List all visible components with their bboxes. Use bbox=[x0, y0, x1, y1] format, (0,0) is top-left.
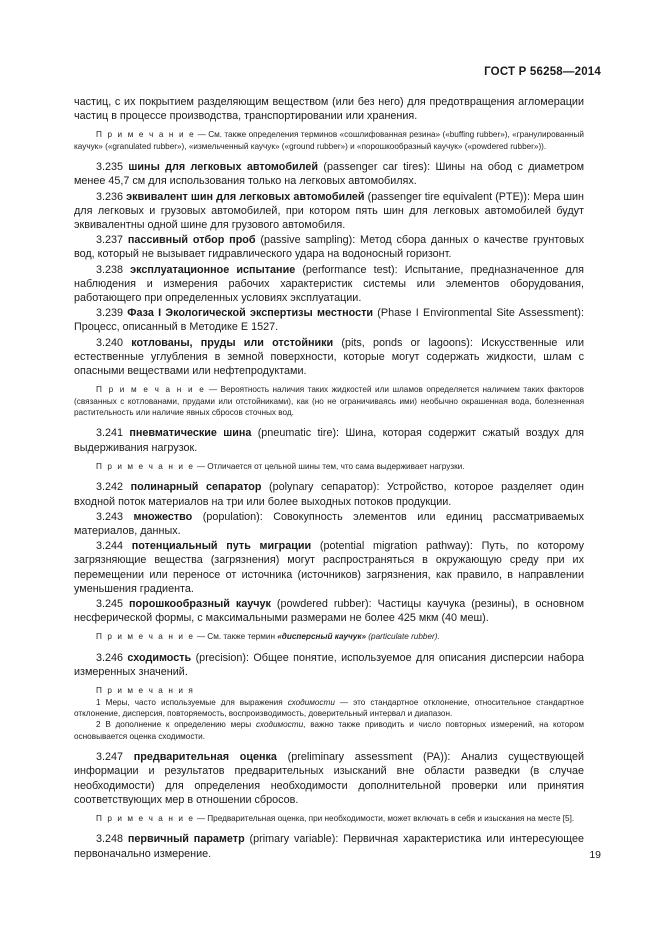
intro-paragraph: частиц, с их покрытием разделяющим веществом (или без него) для предотвращения агломерации частиц в процессе производства, транспортировании или хранения. bbox=[74, 96, 584, 123]
term-name: котлованы, пруды или отстойники bbox=[131, 336, 334, 349]
note-label: П р и м е ч а н и е bbox=[96, 385, 206, 395]
note-item: 1 Меры, часто используемые для выражения сходимости — это стандартное отклонение, относительное стандартное отклонение, дисперсия, повторяемость, воспроизводимость, доверительный интервал и диапазон. bbox=[74, 697, 584, 718]
note-text: — Предварительная оценка, при необходимости, может включать в себя и изыскания на месте [5]. bbox=[194, 813, 575, 823]
entries-group-b bbox=[74, 480, 584, 625]
entries-group-a bbox=[74, 160, 584, 378]
term-name: потенциальный путь миграции bbox=[131, 540, 312, 553]
note-item: 2 В дополнение к определению меры сходимости, важно также приводить и число повторных измерений, на котором основывается оценка сходимости. bbox=[74, 720, 584, 741]
term-entry-3-239: 3.239 Фаза I Экологической экспертизы местности (Phase I Environmental Site Assessment): Процесс, описанный в Методике Е 1527. bbox=[74, 307, 584, 334]
term-entry-3-237: 3.237 пассивный отбор проб (passive sampling): Метод сбора данных о качестве грунтовых вод, который не вызывает гидравлического удара на водоносный горизонт. bbox=[74, 234, 585, 261]
term-name: пассивный отбор проб bbox=[127, 234, 256, 247]
term-name: множество bbox=[133, 510, 193, 523]
term-entry-3-244: 3.244 потенциальный путь миграции (potential migration pathway): Путь, по которому загрязняющие вещества (загрязнения) могут распространяться в окружающую среду при их перемещении или переносе от источника (источников) загрязнения, как правило, в направлении уменьшения градиента. bbox=[74, 540, 584, 595]
note-3-240 bbox=[74, 384, 584, 418]
note-label: П р и м е ч а н и е bbox=[96, 813, 195, 823]
note-text: — См. также определения терминов «сошлифованная резина» («buffing rubber»), «гранулированный каучук» («granulated rubber»), «измельченный каучук» («ground rubber») и «порошкообразный каучук» («powdered rubber»)). bbox=[74, 130, 584, 151]
term-name: Фаза I Экологической экспертизы местности bbox=[127, 307, 374, 320]
term-name: предварительная оценка bbox=[133, 751, 277, 764]
note-text: — Вероятность наличия таких жидкостей или шламов определяется наличием таких факторов (связанных с котлованами, прудами или отстойниками), как (но не ограничиваясь ими) необычно окрашенная вода, болезненная растительность или наличие явных сбросов сточных вод. bbox=[74, 385, 584, 418]
term-name: сходимость bbox=[127, 651, 192, 664]
term-entry-3-247: 3.247 предварительная оценка (preliminary assessment (PA)): Анализ существующей информации и результатов предварительных изысканий вне области разведки (в случае необходимости) для определения необходимости дополнительной проверки или принятия соответствующих мер в отношении сбросов. bbox=[74, 751, 584, 806]
term-entry-3-238: 3.238 эксплуатационное испытание (performance test): Испытание, предназначенное для наблюдения и измерения рабочих характеристик системы или элементов оборудования, работающего при определенных условиях эксплуатации. bbox=[74, 263, 584, 305]
note-3-241 bbox=[74, 461, 584, 472]
note-text: — Отличается от цельной шины тем, что сама выдерживает нагрузки. bbox=[194, 461, 465, 471]
document-body bbox=[74, 95, 584, 862]
term-entry-3-240: 3.240 котлованы, пруды или отстойники (pits, ponds or lagoons): Искусственные или естественные углубления в земной поверхности, которые могут содержать жидкости, шлам с опасными веществами или нефтепродуктами. bbox=[74, 336, 584, 378]
notes-3-246-list bbox=[74, 697, 584, 743]
cross-reference: «дисперсный каучук» bbox=[277, 632, 367, 642]
note-3-247 bbox=[74, 813, 584, 824]
term-entry-3-246: 3.246 сходимость (precision): Общее понятие, используемое для описания дисперсии набора измеренных значений. bbox=[74, 651, 585, 678]
term-name: шины для легковых автомобилей bbox=[128, 161, 319, 174]
term-name: эксплуатационное испытание bbox=[130, 263, 296, 276]
note-3-245: П р и м е ч а н и е — См. также термин «дисперсный каучук» (particulate rubber). bbox=[96, 632, 440, 642]
term-entry-3-236: 3.236 эквивалент шин для легковых автомобилей (passenger tire equivalent (PTE)): Мера шин для легковых и грузовых автомобилей, при котором пять шин для легковых автомобилей будут эквивалентны одной шине для грузового автомобиля. bbox=[74, 190, 584, 232]
note-intro bbox=[74, 129, 584, 152]
term-entry-3-245: 3.245 порошкообразный каучук (powdered rubber): Частицы каучука (резины), в основном несферической формы, с максимальными размерами не более 425 мкм (40 меш). bbox=[74, 597, 584, 625]
term-name: порошкообразный каучук bbox=[128, 597, 271, 610]
term-entry-3-248: 3.248 первичный параметр (primary variable): Первичная характеристика или интересующее первоначально измерение. bbox=[74, 833, 585, 860]
term-name: полинарный сепаратор bbox=[130, 481, 262, 494]
note-label: П р и м е ч а н и е bbox=[96, 461, 195, 471]
term-entry-3-242: 3.242 полинарный сепаратор (polynary сепаратор): Устройство, которое разделяет один входной поток материалов на три или более выходных потоков продукции. bbox=[74, 481, 584, 508]
notes-3-246-label: П р и м е ч а н и я bbox=[96, 686, 195, 696]
term-entry-3-241: 3.241 пневматические шина (pneumatic tire): Шина, которая содержит сжатый воздух для выдерживания нагрузок. bbox=[74, 427, 584, 454]
term-entry-3-243: 3.243 множество (population): Совокупность элементов или единиц рассматриваемых материалов, данных. bbox=[74, 510, 585, 537]
note-label: П р и м е ч а н и е bbox=[96, 130, 196, 140]
note-label: П р и м е ч а н и е bbox=[96, 632, 195, 642]
page-number: 19 bbox=[589, 849, 601, 861]
term-name: пневматические шина bbox=[129, 427, 252, 440]
document-header: ГОСТ Р 56258—2014 bbox=[484, 66, 601, 78]
term-name: эквивалент шин для легковых автомобилей bbox=[126, 190, 365, 203]
term-entry-3-235: 3.235 шины для легковых автомобилей (passenger car tires): Шины на обод с диаметром менее 45,7 см для использования только на легковых автомобилях. bbox=[74, 161, 585, 188]
term-name: первичный параметр bbox=[127, 833, 245, 846]
